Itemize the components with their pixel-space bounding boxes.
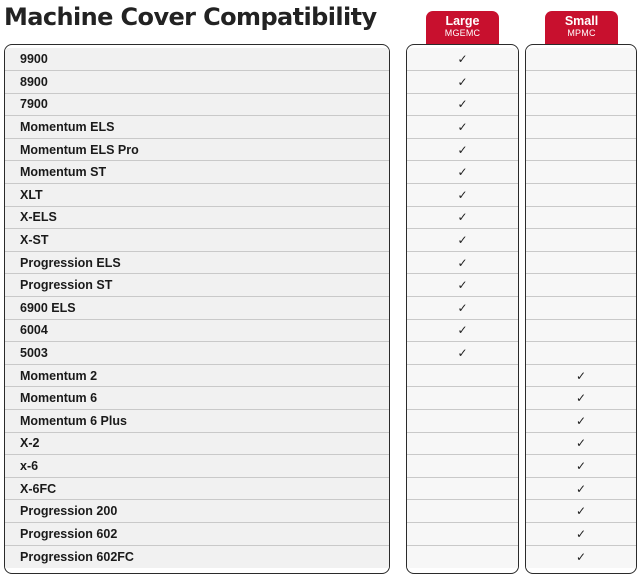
large-compat-cell xyxy=(407,207,518,230)
table-row xyxy=(5,94,389,117)
machine-name: 7900 xyxy=(20,97,48,112)
large-compat-cell xyxy=(407,274,518,297)
table-row xyxy=(5,71,389,94)
machine-name-column xyxy=(4,44,390,574)
large-compat-cell xyxy=(407,320,518,343)
small-compat-cell xyxy=(526,387,636,410)
table-row xyxy=(5,455,389,478)
large-compat-cell xyxy=(407,116,518,139)
small-compat-cell xyxy=(526,274,636,297)
small-compat-cell xyxy=(526,365,636,388)
machine-name: Momentum ST xyxy=(20,165,107,180)
check-icon: ✓ xyxy=(457,232,468,247)
machine-name: Momentum ELS xyxy=(20,119,115,134)
large-compat-cell xyxy=(407,139,518,162)
machine-name: 9900 xyxy=(20,52,48,67)
check-icon: ✓ xyxy=(457,278,468,293)
large-compat-cell xyxy=(407,94,518,117)
machine-name: Momentum ELS Pro xyxy=(20,142,139,157)
small-compat-cell xyxy=(526,184,636,207)
large-compat-cell xyxy=(407,342,518,365)
column-header-large xyxy=(426,11,499,44)
check-icon: ✓ xyxy=(457,74,468,89)
large-compat-cell xyxy=(407,184,518,207)
machine-name: 6900 ELS xyxy=(20,300,76,315)
table-row xyxy=(5,320,389,343)
page-title: Machine Cover Compatibility xyxy=(4,3,377,31)
check-icon: ✓ xyxy=(575,368,587,383)
check-icon: ✓ xyxy=(457,345,468,360)
machine-name: X-ELS xyxy=(20,210,57,225)
check-icon: ✓ xyxy=(457,52,468,67)
large-compat-cell xyxy=(407,546,518,569)
table-row xyxy=(5,342,389,365)
machine-name: Progression 200 xyxy=(20,504,118,519)
check-icon: ✓ xyxy=(457,119,468,134)
table-row xyxy=(5,116,389,139)
small-cover-column xyxy=(525,44,637,574)
machine-name: 6004 xyxy=(20,323,48,338)
table-row xyxy=(5,274,389,297)
check-icon: ✓ xyxy=(575,458,587,473)
small-compat-cell xyxy=(526,478,636,501)
large-compat-cell xyxy=(407,297,518,320)
machine-name: X-ST xyxy=(20,232,49,247)
large-compat-cell xyxy=(407,365,518,388)
table-row xyxy=(5,546,389,569)
table-row xyxy=(5,500,389,523)
machine-name: Progression ELS xyxy=(20,255,121,270)
small-compat-cell xyxy=(526,116,636,139)
machine-name: X-6FC xyxy=(20,481,57,496)
column-header-large-code: MGEMC xyxy=(444,28,481,38)
machine-name: XLT xyxy=(20,187,43,202)
large-compat-cell xyxy=(407,71,518,94)
small-compat-cell xyxy=(526,161,636,184)
large-compat-cell xyxy=(407,387,518,410)
small-compat-cell xyxy=(526,297,636,320)
check-icon: ✓ xyxy=(575,549,587,564)
table-row xyxy=(5,410,389,433)
check-icon: ✓ xyxy=(575,436,587,451)
check-icon: ✓ xyxy=(457,142,468,157)
check-icon: ✓ xyxy=(457,97,468,112)
machine-name: Momentum 2 xyxy=(20,368,98,383)
large-compat-cell xyxy=(407,433,518,456)
large-compat-cell xyxy=(407,252,518,275)
table-row xyxy=(5,161,389,184)
table-row xyxy=(5,207,389,230)
large-compat-cell xyxy=(407,478,518,501)
column-header-small-code: MPMC xyxy=(567,28,596,38)
large-compat-cell xyxy=(407,523,518,546)
large-cover-column xyxy=(406,44,519,574)
check-icon: ✓ xyxy=(457,323,468,338)
small-compat-cell xyxy=(526,546,636,569)
machine-name: x-6 xyxy=(20,458,39,473)
table-row xyxy=(5,252,389,275)
check-icon: ✓ xyxy=(457,187,468,202)
small-compat-cell xyxy=(526,410,636,433)
table-row xyxy=(5,297,389,320)
check-icon: ✓ xyxy=(457,165,468,180)
check-icon: ✓ xyxy=(575,526,587,541)
small-compat-cell xyxy=(526,252,636,275)
table-row xyxy=(5,184,389,207)
small-compat-cell xyxy=(526,207,636,230)
machine-name: 8900 xyxy=(20,74,48,89)
machine-name: Momentum 6 Plus xyxy=(20,413,127,428)
table-row xyxy=(5,48,389,71)
small-compat-cell xyxy=(526,500,636,523)
small-compat-cell xyxy=(526,94,636,117)
table-row xyxy=(5,523,389,546)
small-compat-cell xyxy=(526,229,636,252)
table-row xyxy=(5,229,389,252)
small-compat-cell xyxy=(526,139,636,162)
small-compat-cell xyxy=(526,433,636,456)
large-compat-cell xyxy=(407,161,518,184)
table-row xyxy=(5,387,389,410)
machine-name: 5003 xyxy=(20,345,48,360)
column-header-small-label: Small xyxy=(564,14,599,28)
small-compat-cell xyxy=(526,455,636,478)
table-row xyxy=(5,365,389,388)
large-compat-cell xyxy=(407,500,518,523)
small-compat-cell xyxy=(526,320,636,343)
machine-name: Progression 602FC xyxy=(20,549,134,564)
small-compat-cell xyxy=(526,523,636,546)
check-icon: ✓ xyxy=(575,481,587,496)
table-row xyxy=(5,433,389,456)
machine-name: Progression ST xyxy=(20,278,113,293)
small-compat-cell xyxy=(526,48,636,71)
table-row xyxy=(5,478,389,501)
large-compat-cell xyxy=(407,455,518,478)
small-compat-cell xyxy=(526,71,636,94)
check-icon: ✓ xyxy=(457,300,468,315)
machine-name: Momentum 6 xyxy=(20,391,98,406)
large-compat-cell xyxy=(407,48,518,71)
machine-name: X-2 xyxy=(20,436,40,451)
machine-name: Progression 602 xyxy=(20,526,118,541)
small-compat-cell xyxy=(526,342,636,365)
large-compat-cell xyxy=(407,410,518,433)
table-row xyxy=(5,139,389,162)
column-header-large-label: Large xyxy=(445,14,480,28)
check-icon: ✓ xyxy=(457,255,468,270)
check-icon: ✓ xyxy=(575,413,587,428)
check-icon: ✓ xyxy=(457,210,468,225)
column-header-small xyxy=(545,11,618,44)
large-compat-cell xyxy=(407,229,518,252)
check-icon: ✓ xyxy=(575,391,587,406)
check-icon: ✓ xyxy=(575,504,587,519)
